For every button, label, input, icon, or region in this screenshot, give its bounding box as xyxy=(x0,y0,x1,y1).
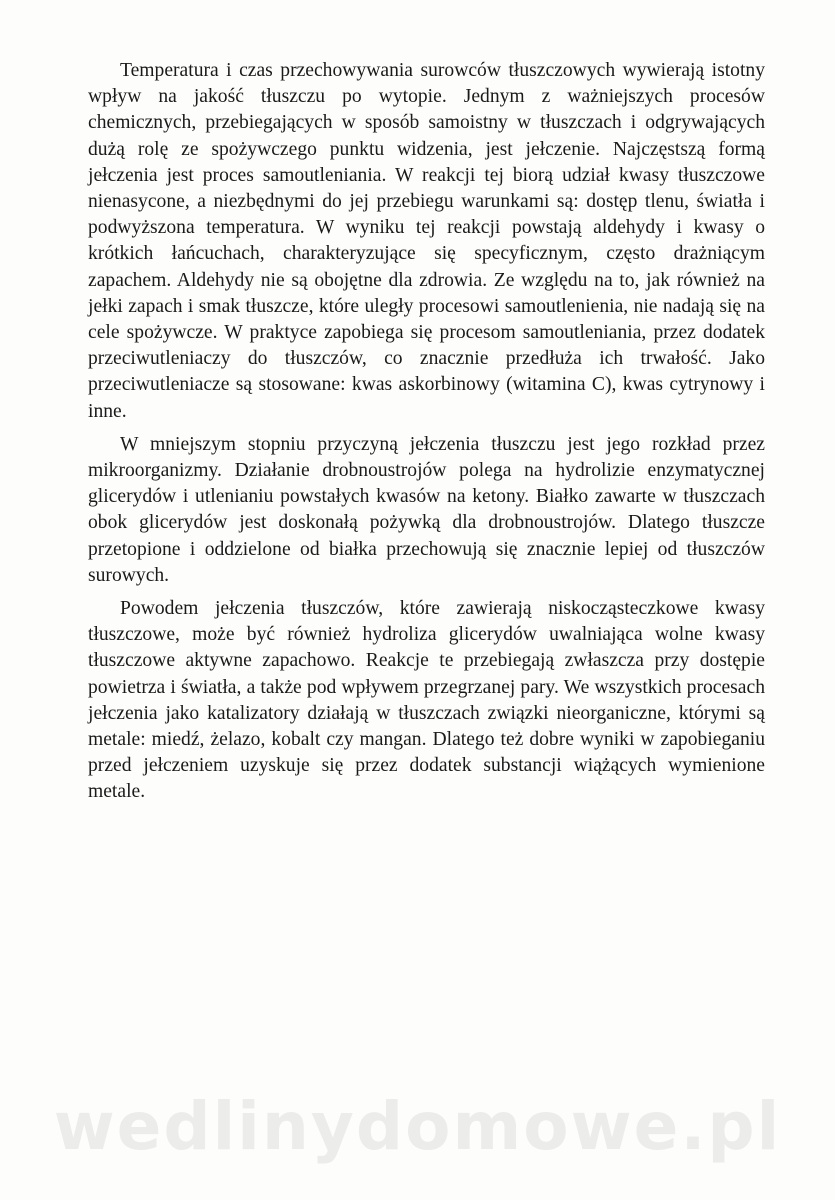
body-text xyxy=(88,58,765,813)
paragraph-microorganisms: W mniejszym stopniu przyczyną jełczenia tłuszczu jest jego rozkład przez mikroorganizmy. Działanie drobnoustrojów polega na hydrolizie enzymatycznej glicerydów i utlenianiu powstałych kwasów na ketony. Białko zawarte w tłuszczach obok glicerydów jest doskonałą pożywką dla drobnoustrojów. Dlatego tłuszcze przetopione i oddzielone od białka przechowują się znacznie lepiej od tłuszczów surowych. xyxy=(88,433,765,586)
paragraph-rancidity-autoxidation: Temperatura i czas przechowywania surowców tłuszczowych wywierają istotny wpływ na jakość tłuszczu po wytopie. Jednym z ważniejszych procesów chemicznych, przebiegających w sposób samoistny w tłuszczach i odgrywających dużą rolę ze spożywczego punktu widzenia, jest jełczenie. Najczęstszą formą jełczenia jest proces samoutleniania. W reakcji tej biorą udział kwasy tłuszczowe nienasycone, a niezbędnymi do jej przebiegu warunkami są: dostęp tlenu, światła i podwyższona temperatura. W wyniku tej reakcji powstają aldehydy i kwasy o krótkich łańcuchach, charakteryzujące się specyficznym, często drażniącym zapachem. Aldehydy nie są obojętne dla zdrowia. Ze względu na to, jak również na jełki zapach i smak tłuszcze, które uległy procesowi samoutlenienia, nie nadają się na cele spożywcze. W praktyce zapobiega się procesom samoutleniania, przez dodatek przeciwutleniaczy do tłuszczów, co znacznie przedłuża ich trwałość. Jako przeciwutleniacze są stosowane: kwas askorbinowy (witamina C), kwas cytrynowy i inne. xyxy=(88,60,765,422)
watermark: wedlinydomowe.pl xyxy=(53,1088,782,1165)
paragraph-hydrolysis-catalysts: Powodem jełczenia tłuszczów, które zawierają niskocząsteczkowe kwasy tłuszczowe, może być również hydroliza glicerydów uwalniająca wolne kwasy tłuszczowe aktywne zapachowo. Reakcje te przebiegają zwłaszcza przy dostępie powietrza i światła, a także pod wpływem przegrzanej pary. We wszystkich procesach jełczenia jako katalizatory działają w tłuszczach związki nieorganiczne, którymi są metale: miedź, żelazo, kobalt czy mangan. Dlatego też dobre wyniki w zapobieganiu przed jełczeniem uzyskuje się przez dodatek substancji wiążących wymienione metale. xyxy=(88,598,765,803)
